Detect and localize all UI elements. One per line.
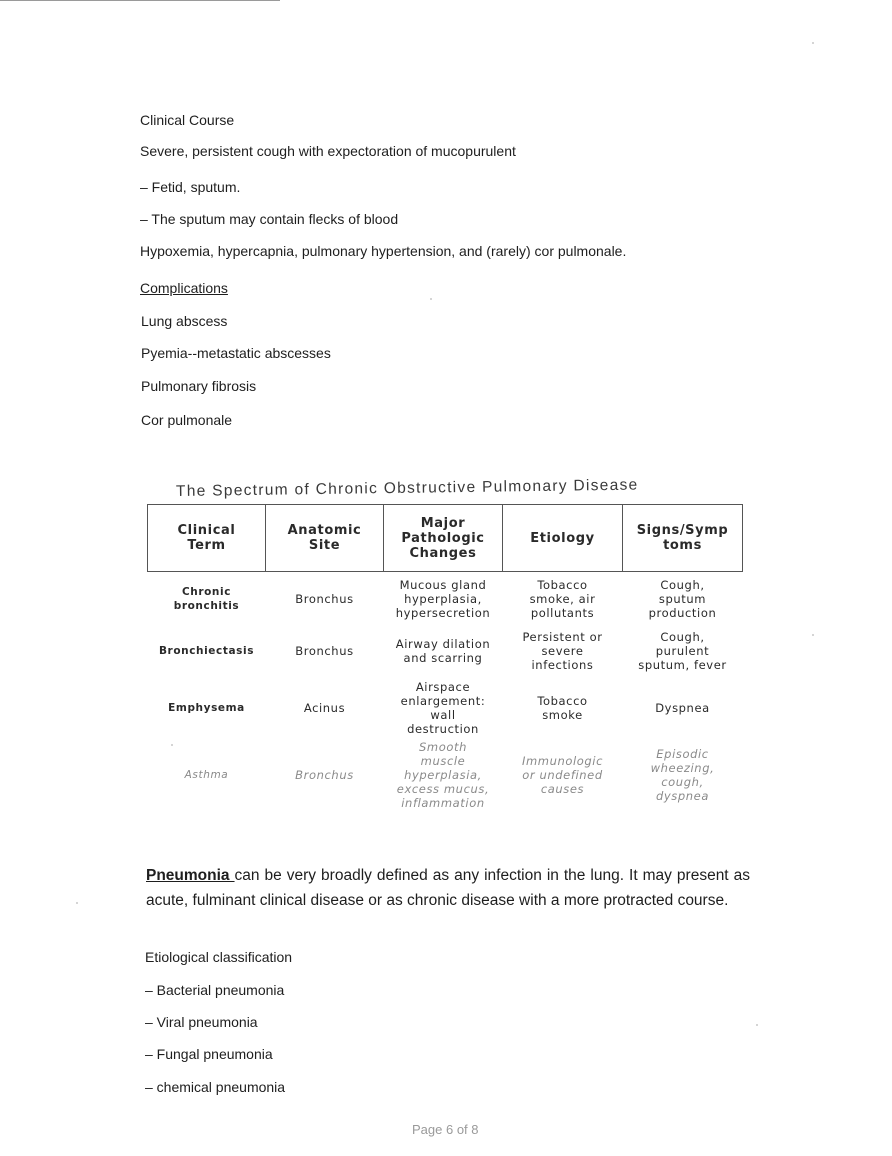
cell-pathologic-changes: Mucous gland hyperplasia, hypersecretion (395, 578, 491, 620)
classification-item: – Viral pneumonia (145, 1014, 258, 1030)
cell-anatomic-site: Bronchus (295, 768, 354, 782)
cell-clinical-term: Chronic bronchitis (173, 586, 240, 612)
scan-speck (812, 634, 814, 636)
cell-clinical-term: Bronchiectasis (158, 645, 255, 657)
clinical-course-line: Severe, persistent cough with expectoration of mucopurulent (140, 143, 516, 159)
cell-signs-symptoms: Cough, purulent sputum, fever (638, 630, 727, 672)
cell-signs-symptoms: Episodic wheezing, cough, dyspnea (650, 747, 715, 803)
cell-pathologic-changes: Smooth muscle hyperplasia, excess mucus, inflammation (396, 740, 490, 810)
copd-table-title: The Spectrum of Chronic Obstructive Pulmonary Disease (175, 476, 639, 500)
cell-anatomic-site: Bronchus (295, 644, 354, 658)
cell-pathologic-changes: Airway dilation and scarring (395, 637, 491, 665)
copd-table (147, 504, 743, 810)
table-row (148, 626, 743, 676)
scan-speck (430, 298, 432, 300)
cell-signs-symptoms: Cough, sputum production (648, 578, 717, 620)
header-signs-symptoms: Signs/Symp toms (623, 505, 743, 572)
table-header-row (148, 505, 743, 572)
classification-item: – Fungal pneumonia (145, 1046, 273, 1062)
scan-speck (812, 42, 814, 44)
complication-item: Lung abscess (141, 313, 228, 329)
header-pathologic-changes: Major Pathologic Changes (384, 505, 503, 572)
classification-item: – Bacterial pneumonia (145, 982, 285, 998)
table-row (148, 740, 743, 810)
header-clinical-term: Clinical Term (148, 505, 266, 572)
cell-etiology: Immunologic or undefined causes (521, 754, 604, 796)
cell-clinical-term: Emphysema (168, 702, 245, 714)
clinical-course-line: – Fetid, sputum. (140, 179, 241, 195)
header-anatomic-site: Anatomic Site (266, 505, 384, 572)
header-etiology: Etiology (503, 505, 623, 572)
scan-speck (76, 902, 78, 904)
cell-signs-symptoms: Dyspnea (655, 701, 710, 715)
pneumonia-definition-text: can be very broadly defined as any infection in the lung. It may present as acute, fulminant clinical disease or as chronic disease with a more protracted course. (146, 867, 750, 909)
cell-pathologic-changes: Airspace enlargement: wall destruction (400, 680, 486, 736)
pneumonia-keyword: Pneumonia (146, 867, 235, 884)
page-number: Page 6 of 8 (412, 1122, 479, 1137)
complication-item: Cor pulmonale (141, 412, 233, 428)
cell-etiology: Tobacco smoke (537, 694, 588, 722)
cell-anatomic-site: Acinus (303, 701, 346, 715)
scan-edge-line (0, 0, 280, 1)
complications-heading: Complications (140, 280, 228, 296)
clinical-course-heading: Clinical Course (140, 112, 235, 128)
cell-clinical-term: Asthma (184, 769, 229, 781)
cell-etiology: Persistent or severe infections (522, 630, 603, 672)
etiological-classification-heading: Etiological classification (145, 949, 293, 965)
scan-speck (756, 1024, 758, 1026)
complication-item: Pulmonary fibrosis (141, 378, 257, 394)
table-row (148, 676, 743, 740)
cell-etiology: Tobacco smoke, air pollutants (529, 578, 596, 620)
pneumonia-definition (146, 863, 750, 913)
classification-item: – chemical pneumonia (145, 1079, 286, 1095)
table-row (148, 572, 743, 627)
clinical-course-line: Hypoxemia, hypercapnia, pulmonary hypertension, and (rarely) cor pulmonale. (140, 243, 627, 259)
complication-item: Pyemia--metastatic abscesses (141, 345, 331, 361)
cell-anatomic-site: Bronchus (295, 592, 354, 606)
clinical-course-line: – The sputum may contain flecks of blood (140, 211, 399, 227)
